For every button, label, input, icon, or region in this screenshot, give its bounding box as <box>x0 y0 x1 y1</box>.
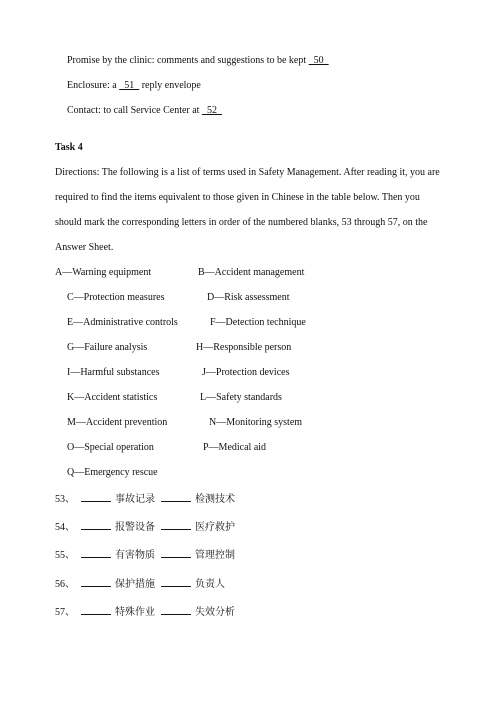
term-item: E—Administrative controls <box>67 317 178 328</box>
answer-line <box>81 548 111 558</box>
chinese-term-left: 保护措施 <box>115 579 155 590</box>
term-item: N—Monitoring system <box>209 417 303 428</box>
question-row <box>55 548 235 562</box>
answer-line <box>161 605 191 615</box>
question-row <box>55 605 235 619</box>
question-number: 54、 <box>55 522 75 533</box>
answer-blank-52: 52 <box>201 105 222 116</box>
directions-line: should mark the corresponding letters in order of the numbered blanks, 53 through 57, on the <box>55 217 428 228</box>
term-item: F—Detection technique <box>210 317 306 328</box>
question-row <box>55 577 225 591</box>
question-number: 57、 <box>55 607 75 618</box>
chinese-term-left: 特殊作业 <box>115 607 155 618</box>
term-item: D—Risk assessment <box>207 292 290 303</box>
answer-line <box>161 492 191 502</box>
chinese-term-left: 事故记录 <box>115 494 155 505</box>
term-item: L—Safety standards <box>200 392 282 403</box>
term-item: C—Protection measures <box>67 292 165 303</box>
task-title: Task 4 <box>55 142 83 153</box>
intro-text: Enclosure: a <box>67 80 120 91</box>
term-item: M—Accident prevention <box>67 417 168 428</box>
directions-line: Directions: The following is a list of terms used in Safety Management. After reading it, you are <box>55 167 440 178</box>
intro-line-contact <box>67 105 222 117</box>
chinese-term-right: 医疗救护 <box>195 522 235 533</box>
directions-line: required to find the items equivalent to those given in Chinese in the table below. Then you <box>55 192 420 203</box>
term-item: O—Special operation <box>67 442 154 453</box>
intro-text: Promise by the clinic: comments and suggestions to be kept <box>67 55 309 66</box>
term-item: H—Responsible person <box>196 342 292 353</box>
answer-line <box>161 577 191 587</box>
intro-text: Contact: to call Service Center at <box>67 105 202 116</box>
answer-line <box>161 548 191 558</box>
chinese-term-left: 有害物质 <box>115 550 155 561</box>
term-item: I—Harmful substances <box>67 367 160 378</box>
term-item: P—Medical aid <box>203 442 267 453</box>
answer-line <box>81 605 111 615</box>
term-item: B—Accident management <box>198 267 305 278</box>
chinese-term-right: 检测技术 <box>195 494 235 505</box>
question-number: 55、 <box>55 550 75 561</box>
answer-line <box>81 492 111 502</box>
term-item: G—Failure analysis <box>67 342 148 353</box>
chinese-term-right: 失效分析 <box>195 607 235 618</box>
intro-line-enclosure <box>67 80 201 92</box>
question-number: 53、 <box>55 494 75 505</box>
question-row <box>55 520 235 534</box>
directions-line: Answer Sheet. <box>55 242 114 253</box>
term-item: Q—Emergency rescue <box>67 467 158 478</box>
answer-line <box>81 520 111 530</box>
answer-line <box>161 520 191 530</box>
answer-blank-51: 51 <box>119 80 140 91</box>
question-row <box>55 492 235 506</box>
chinese-term-left: 报警设备 <box>115 522 155 533</box>
term-item: K—Accident statistics <box>67 392 158 403</box>
chinese-term-right: 负责人 <box>195 579 225 590</box>
question-number: 56、 <box>55 579 75 590</box>
intro-line-promise <box>67 55 329 67</box>
chinese-term-right: 管理控制 <box>195 550 235 561</box>
term-item: J—Protection devices <box>202 367 290 378</box>
answer-blank-50: 50 <box>308 55 329 66</box>
term-item: A—Warning equipment <box>55 267 152 278</box>
intro-text-after: reply envelope <box>139 80 201 91</box>
answer-line <box>81 577 111 587</box>
